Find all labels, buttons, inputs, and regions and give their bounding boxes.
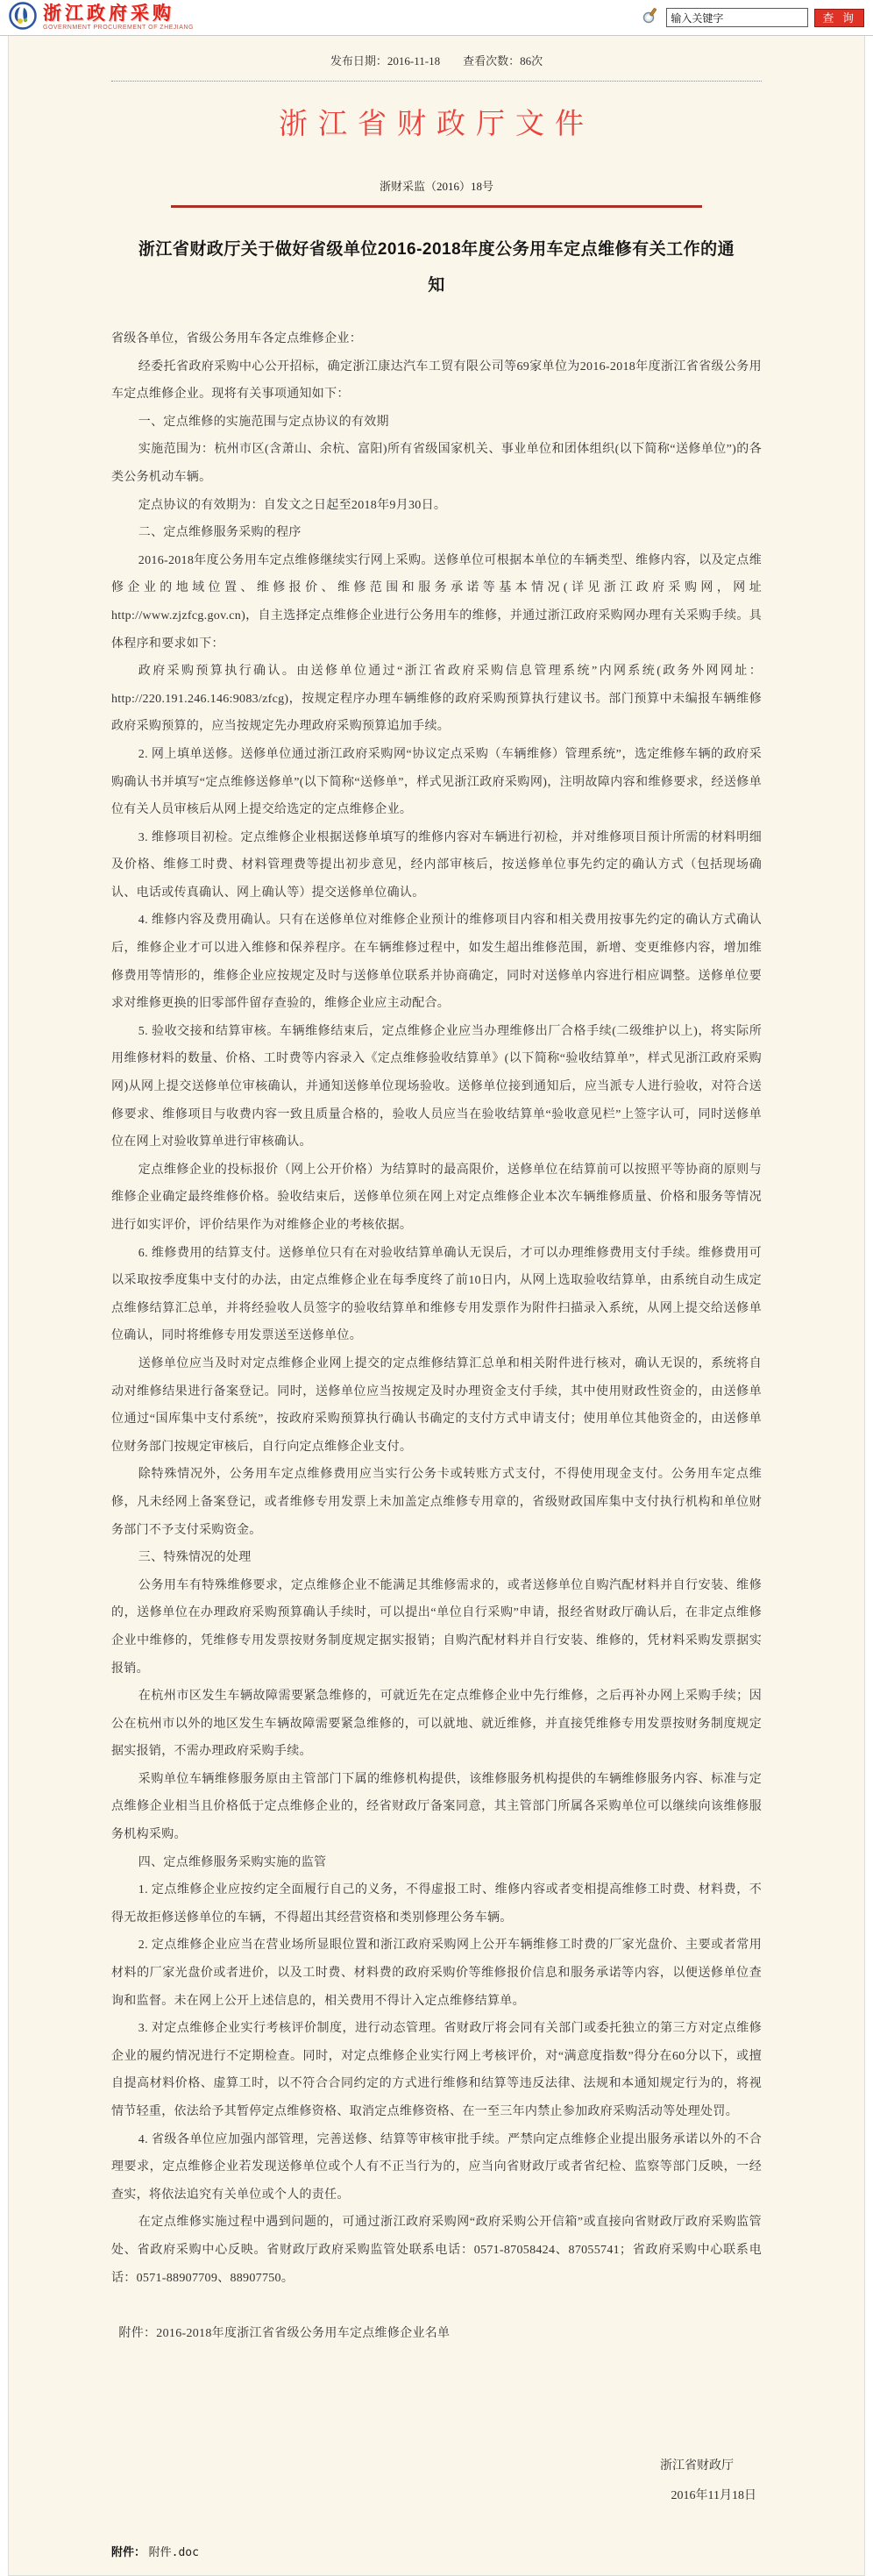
paragraph: 除特殊情况外，公务用车定点维修费用应当实行公务卡或转账方式支付，不得使用现金支付。公务用车定点维修，凡未经网上备案登记，或者维修专用发票上未加盖定点维修专用章的，省级财政国库集中支付执行机构和单位财务部门不予支付采购资金。 bbox=[111, 1468, 762, 1537]
paragraph: 3. 对定点维修企业实行考核评价制度，进行动态管理。省财政厅将会同有关部门或委托独立的第三方对定点维修企业的履约情况进行不定期检查。同时，对定点维修企业实行网上考核评价，对“满意度指数”得分在60分以下，或擅自提高材料价格、虚算工时，以不符合合同约定的方式进行维修和结算等违反法律、法规和本通知规定行为的，将视情节轻重，依法给予其暂停定点维修资格、取消定点维修资格、在一至三年内禁止参加政府采购活动等处理处罚。 bbox=[111, 2022, 762, 2118]
attachment-note: 附件：2016-2018年度浙江省省级公务用车定点维修企业名单 bbox=[118, 2327, 451, 2341]
search-button[interactable]: 查 询 bbox=[814, 9, 864, 27]
paragraph: 实施范围为：杭州市区(含萧山、余杭、富阳)所有省级国家机关、事业单位和团体组织(以下简称“送修单位”)的各类公务机动车辆。 bbox=[111, 443, 762, 484]
signature-block bbox=[111, 2451, 762, 2511]
section-heading: 二、定点维修服务采购的程序 bbox=[138, 526, 302, 540]
paragraph: 4. 省级各单位应加强内部管理，完善送修、结算等审核审批手续。严禁向定点维修企业提出服务承诺以外的不合理要求，定点维修企业若发现送修单位或个人有不正当行为的，应当向省财政厅或者省纪检、监察等部门反映，一经查实，将依法追究有关单位或个人的责任。 bbox=[111, 2132, 762, 2202]
section-heading: 四、定点维修服务采购实施的监管 bbox=[138, 1855, 327, 1869]
paragraph: 采购单位车辆维修服务原由主管部门下属的维修机构提供，该维修服务机构提供的车辆维修服务内容、标准与定点维修企业相当且价格低于定点维修企业的，经省财政厅备案同意，其主管部门所属各采购单位可以继续向该维修服务机构采购。 bbox=[111, 1772, 762, 1842]
site-subtitle: GOVERNMENT PROCUREMENT OF ZHEJIANG bbox=[43, 25, 194, 31]
paragraph: 2. 网上填单送修。送修单位通过浙江政府采购网“协议定点采购（车辆维修）管理系统”，选定维修车辆的政府采购确认书并填写“定点维修送修单”(以下简称“送修单”，样式见浙江政府采购网)，注明故障内容和维修要求，经送修单位有关人员审核后从网上提交给选定的定点维修企业。 bbox=[111, 747, 762, 817]
site-emblem-icon bbox=[9, 2, 37, 34]
views-value: 86次 bbox=[520, 54, 543, 68]
paragraph: 送修单位应当及时对定点维修企业网上提交的定点维修结算汇总单和相关附件进行核对，确认无误的，系统将自动对维修结果进行备案登记。同时，送修单位应当按规定及时办理资金支付手续，其中使用财政性资金的，由送修单位通过“国库集中支付系统”，按政府采购预算执行确认书确定的支付方式申请支付；使用单位其他资金的，由送修单位财务部门按规定审核后，自行向定点维修企业支付。 bbox=[111, 1356, 762, 1454]
document-body bbox=[111, 325, 762, 2348]
site-header bbox=[0, 0, 873, 36]
dotted-divider bbox=[111, 81, 762, 82]
attachment-label: 附件： bbox=[111, 2544, 146, 2558]
paragraph: 公务用车有特殊维修要求，定点维修企业不能满足其维修需求的，或者送修单位自购汽配材料并自行安装、维修的，送修单位在办理政府采购预算确认手续时，可以提出“单位自行采购”申请，报经省财政厅确认后，在非定点维修企业中维修的，凭维修专用发票按财务制度规定据实报销；自购汽配材料并自行安装、维修的，凭材料采购发票据实报销。 bbox=[111, 1578, 762, 1676]
paragraph: 2016-2018年度公务用车定点维修继续实行网上采购。送修单位可根据本单位的车辆类型、维修内容，以及定点维修企业的地域位置、维修报价、维修范围和服务承诺等基本情况(详见浙江政府采购网，网址http://www.zjzfcg.gov.cn)，自主选择定点维修企业进行公务用车的维修，并通过浙江政府采购网办理有关采购手续。具体程序和要求如下： bbox=[111, 553, 762, 651]
publish-date-value: 2016-11-18 bbox=[387, 54, 441, 68]
document-title: 浙江省财政厅关于做好省级单位2016-2018年度公务用车定点维修有关工作的通知 bbox=[138, 240, 735, 295]
section-heading: 一、定点维修的实施范围与定点协议的有效期 bbox=[138, 415, 389, 429]
publish-date-label: 发布日期： bbox=[330, 54, 387, 68]
paragraph: 在定点维修实施过程中遇到问题的，可通过浙江政府采购网“政府采购公开信箱”或直接向省财政厅政府采购监管处、省政府采购中心反映。省财政厅政府采购监管处联系电话：0571-87058424、87055741；省政府采购中心联系电话：0571-88907709、88907750。 bbox=[111, 2216, 762, 2285]
document-masthead: 浙江省财政厅文件 bbox=[279, 109, 594, 140]
section-heading: 三、特殊情况的处理 bbox=[138, 1551, 252, 1565]
site-logo[interactable] bbox=[9, 2, 194, 34]
views-label: 查看次数： bbox=[463, 54, 521, 68]
paragraph: 2. 定点维修企业应当在营业场所显眼位置和浙江政府采购网上公开车辆维修工时费的厂家光盘价、主要或者常用材料的厂家光盘价或者进价，以及工时费、材料费的政府采购价等维修报价信息和服务承诺等内容，以便送修单位查询和监督。未在网上公开上述信息的，相关费用不得计入定点维修结算单。 bbox=[111, 1939, 762, 2008]
paragraph: 1. 定点维修企业应按约定全面履行自己的义务，不得虚报工时、维修内容或者变相提高维修工时费、材料费，不得无故拒修送修单位的车辆，不得超出其经营资格和类别修理公务车辆。 bbox=[111, 1883, 762, 1925]
document-meta bbox=[9, 45, 864, 79]
paragraph: 4. 维修内容及费用确认。只有在送修单位对维修企业预计的维修项目内容和相关费用按事先约定的确认方式确认后，维修企业才可以进入维修和保养程序。在车辆维修过程中，如发生超出维修范围，新增、变更维修内容，增加维修费用等情形的，维修企业应按规定及时与送修单位联系并协商确定，同时对送修单内容进行相应调整。送修单位要求对维修更换的旧零部件留存查验的，维修企业应主动配合。 bbox=[111, 914, 762, 1011]
paragraph: 5. 验收交接和结算审核。车辆维修结束后，定点维修企业应当办理维修出厂合格手续(二级维护以上)，将实际所用维修材料的数量、价格、工时费等内容录入《定点维修验收结算单》(以下简称“验收结算单”，样式见浙江政府采购网)从网上提交送修单位审核确认，并通知送修单位现场验收。送修单位接到通知后，应当派专人进行验收，对符合送修要求、维修项目与收费内容一致且质量合格的，验收人员应当在验收结算单“验收意见栏”上签字认可，同时送修单位在网上对验收算单进行审核确认。 bbox=[111, 1024, 762, 1149]
signature-org: 浙江省财政厅 bbox=[660, 2459, 734, 2473]
search-input[interactable] bbox=[666, 8, 808, 27]
signature-date: 2016年11月18日 bbox=[671, 2488, 756, 2502]
attachment-file-link[interactable]: 附件.doc bbox=[148, 2545, 199, 2559]
paragraph: 政府采购预算执行确认。由送修单位通过“浙江省政府采购信息管理系统”内网系统(政务外网网址：http://220.191.246.146:9083/zfcg)，按规定程序办理车辆维修的政府采购预算执行建议书。部门预算中未编报车辆维修政府采购预算的，应当按规定先办理政府采购预算追加手续。 bbox=[111, 665, 762, 734]
document-number: 浙财采监（2016）18号 bbox=[379, 180, 493, 193]
paragraph: 定点维修企业的投标报价（网上公开价格）为结算时的最高限价，送修单位在结算前可以按照平等协商的原则与维修企业确定最终维修价格。验收结束后，送修单位须在网上对定点维修企业本次车辆维修质量、价格和服务等情况进行如实评价，评价结果作为对维修企业的考核依据。 bbox=[111, 1163, 762, 1232]
red-rule bbox=[171, 205, 702, 208]
paragraph: 经委托省政府采购中心公开招标，确定浙江康达汽车工贸有限公司等69家单位为2016-2018年度浙江省省级公务用车定点维修企业。现将有关事项通知如下： bbox=[111, 359, 762, 402]
search-area bbox=[641, 6, 864, 30]
paragraph: 定点协议的有效期为：自发文之日起至2018年9月30日。 bbox=[138, 498, 447, 512]
paragraph: 6. 维修费用的结算支付。送修单位只有在对验收结算单确认无误后，才可以办理维修费用支付手续。维修费用可以采取按季度集中支付的办法，由定点维修企业在每季度终了前10日内，从网上选取验收结算单，由系统自动生成定点维修结算汇总单，并将经验收人员签字的验收结算单和维修专用发票作为附件扫描录入系统，从网上提交给送修单位确认，同时将维修专用发票送至送修单位。 bbox=[111, 1246, 762, 1343]
paragraph: 在杭州市区发生车辆故障需要紧急维修的，可就近先在定点维修企业中先行维修，之后再补办网上采购手续；因公在杭州市以外的地区发生车辆故障需要紧急维修的，可以就地、就近维修，并直接凭维修专用发票按财务制度规定据实报销，不需办理政府采购手续。 bbox=[111, 1690, 762, 1759]
search-icon bbox=[641, 6, 660, 30]
document-page bbox=[8, 36, 865, 2576]
paragraph: 3. 维修项目初检。定点维修企业根据送修单填写的维修内容对车辆进行初检，并对维修项目预计所需的材料明细及价格、维修工时费、材料管理费等提出初步意见，经内部审核后，按送修单位事先约定的确认方式（包括现场确认、电话或传真确认、网上确认等）提交送修单位确认。 bbox=[111, 830, 762, 900]
paragraph: 省级各单位，省级公务用车各定点维修企业： bbox=[111, 332, 362, 345]
site-name: 浙江政府采购 bbox=[43, 3, 174, 24]
attachment-row bbox=[111, 2543, 762, 2559]
